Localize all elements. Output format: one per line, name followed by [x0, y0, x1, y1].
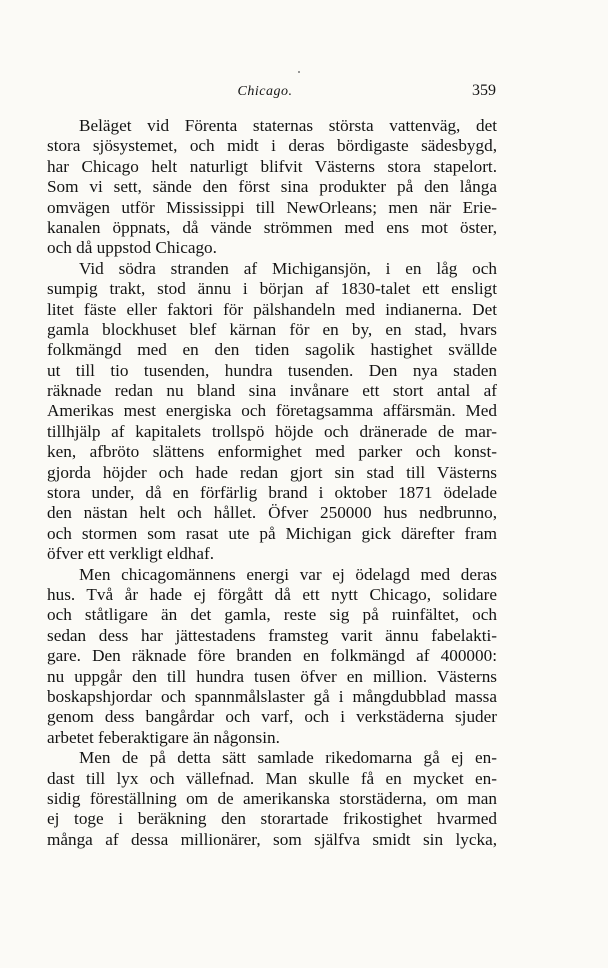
text-line: sumpig trakt, stod ännu i början af 1830-talet ett ensligt — [47, 279, 497, 299]
text-line: ej toge i beräkning den storartade frikostighet hvarmed — [47, 809, 497, 829]
text-line: arbetet feberaktigare än någonsin. — [47, 727, 280, 747]
text-line: nu uppgår den till hundra tusen öfver en million. Västerns — [47, 666, 497, 686]
running-header-title: Chicago. — [237, 84, 293, 99]
text-line: Vid södra stranden af Michigansjön, i en låg och — [79, 258, 497, 278]
text-line: Amerikas mest energiska och företagsamma affärsmän. Med — [47, 401, 497, 421]
text-line: stora sjösystemet, och midt i deras bördigaste sädesbygd, — [47, 136, 497, 156]
text-line: ut till tio tusenden, hundra tusenden. Den nya staden — [47, 360, 497, 380]
text-line: Som vi sett, sände den först sina produkter på den långa — [47, 177, 497, 197]
text-line: hus. Två år hade ej förgått då ett nytt Chicago, solidare — [47, 584, 497, 604]
text-line: Beläget vid Förenta staternas största vattenväg, det — [79, 116, 497, 135]
text-line: ken, afbröto slättens enformighet med parker och konst- — [47, 442, 497, 462]
text-line: stora under, då en förfärlig brand i oktober 1871 ödelade — [47, 483, 497, 503]
text-line: och då uppstod Chicago. — [47, 238, 217, 258]
print-speck — [298, 71, 300, 73]
text-line: gjorda höjder och hade redan gjort sin stad till Västerns — [47, 462, 497, 482]
body-text — [47, 116, 497, 850]
text-line: öfver ett verkligt eldhaf. — [47, 544, 215, 564]
text-line: tillhjälp af kapitalets trollspö höjde och dränerade de mar- — [47, 421, 497, 441]
text-line: gare. Den räknade före branden en folkmängd af 400000: — [47, 646, 497, 666]
text-line: folkmängd med en den tiden sagolik hastighet svällde — [47, 340, 497, 360]
text-line: Men de på detta sätt samlade rikedomarna gå ej en- — [79, 748, 497, 768]
text-line: sedan dess har jättestadens framsteg varit ännu fabelakti- — [47, 625, 497, 645]
text-line: och ståtligare än det gamla, reste sig på ruinfältet, och — [47, 605, 497, 625]
text-line: kanalen öppnats, då vände strömmen med ens mot öster, — [47, 217, 497, 237]
text-line: den nästan helt och hållet. Öfver 250000 hus nedbrunno, — [47, 503, 497, 523]
text-line: boskapshjordar och spannmålslaster gå i mångdubblad massa — [47, 686, 497, 706]
text-line: och stormen som rasat ute på Michigan gick därefter fram — [47, 523, 497, 543]
text-line: litet fäste eller faktori för pälshandeln med indianerna. Det — [47, 299, 497, 319]
text-line: gamla blockhuset blef kärnan för en by, en stad, hvars — [47, 319, 497, 339]
text-line: omvägen utför Mississippi till NewOrleans; men när Erie- — [47, 197, 497, 217]
text-line: genom dess bangårdar och varf, och i verkstäderna sjuder — [47, 707, 497, 727]
text-line: sidig föreställning om de amerikanska storstäderna, om man — [47, 788, 497, 808]
text-line: dast till lyx och vällefnad. Man skulle få en mycket en- — [47, 768, 497, 788]
text-line: många af dessa millionärer, som själfva smidt sin lycka, — [47, 829, 497, 849]
page-number: 359 — [472, 82, 496, 99]
text-line: har Chicago helt naturligt blifvit Västerns stora stapelort. — [47, 156, 497, 176]
text-line: Men chicagomännens energi var ej ödelagd med deras — [79, 564, 497, 584]
text-line: räknade redan nu bland sina invånare ett stort antal af — [47, 381, 497, 401]
